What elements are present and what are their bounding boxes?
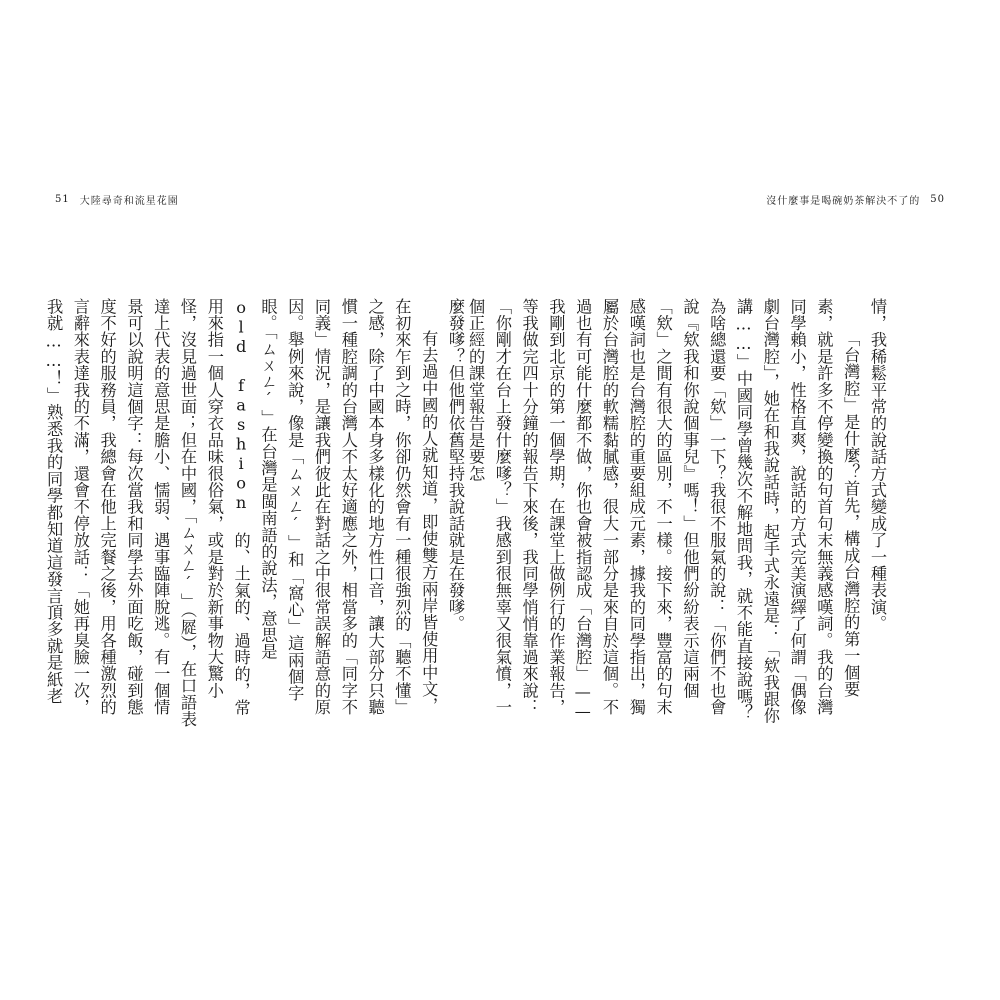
right-page-body (466, 298, 890, 728)
left-running-header (55, 192, 179, 207)
right-page-number: 50 (930, 194, 945, 205)
left-paragraph-1: 麼發嗲？但他們依舊堅持我說話就是在發嗲。 (446, 298, 465, 632)
left-page-number: 51 (55, 194, 70, 205)
left-paragraph-2: 有去過中國的人就知道，即使雙方兩岸皆使用中文，在初來乍到之時，你卻仍然會有一種很強烈的「聽不懂」之感，除了中國本身多樣化的地方性口音，讓大部分只聽慣一種腔調的台灣人不太好適應之外，相當多的「同字不同義」情況，是讓我們彼此在對話之中很常誤解語意的原因。舉例來說，像是「ㄙㄨㄥˊ」和「窩心」這兩個字眼。「ㄙㄨㄥˊ」在台灣是閩南語的說法，意思是 old fashion 的、土氣的、過時的，常用來指一個人穿衣品味很俗氣，或是對於新事物大驚小怪，沒見過世面；但在中國，「ㄙㄨㄥˊ」（㞞），在口語表達上代表的意思是膽小、懦弱、遇事臨陣脫逃。有一個情景可以說明這個字：每次當我和同學去外面吃飯，碰到態度不好的服務員，我總會在他上完餐之後，用各種激烈的言辭來表達我的不滿，還會不停放話：「她再臭臉一次，我就……！」熟悉我的同學都知道這發言頂多就是紙老 (44, 298, 439, 728)
right-chapter-title: 沒什麼事是喝碗奶茶解決不了的 (766, 196, 921, 207)
right-paragraph-2: 「台灣腔」是什麼？首先，構成台灣腔的第一個要素，就是許多不停變換的句首句末無義感嘆詞。我的台灣同學賴小，性格直爽，說話的方式完美演繹了何謂「偶像劇台灣腔」，她在和我說話時，起手式永遠是：「欸我跟你講……」中國同學曾幾次不解地問我，就不能直接說嗎？為啥總還要「欸」一下？我很不服氣的說：「你們不也會說『欸我和你說個事兒』嗎！」但他們紛紛表示這兩個「欸」之間有很大的區別，不一樣。接下來，豐富的句末感嘆詞也是台灣腔的重要組成元素，據我的同學指出，獨屬於台灣腔的軟糯黏膩感，很大一部分是來自於這個。不過也有可能什麼都不做，你也會被指認成「台灣腔」——我剛到北京的第一個學期，在課堂上做例行的作業報告，等我做完四十分鐘的報告下來後，我同學悄悄靠過來說：「你剛才在台上發什麼嗲？」我感到很無辜又很氣憤，一個正經的課堂報告是要怎 (466, 298, 861, 725)
right-running-header (766, 192, 945, 207)
right-paragraph-1: 情，我稀鬆平常的說話方式變成了一種表演。 (868, 298, 887, 632)
left-chapter-title: 大陸尋奇和流星花園 (79, 196, 179, 207)
left-page-body (18, 298, 468, 728)
